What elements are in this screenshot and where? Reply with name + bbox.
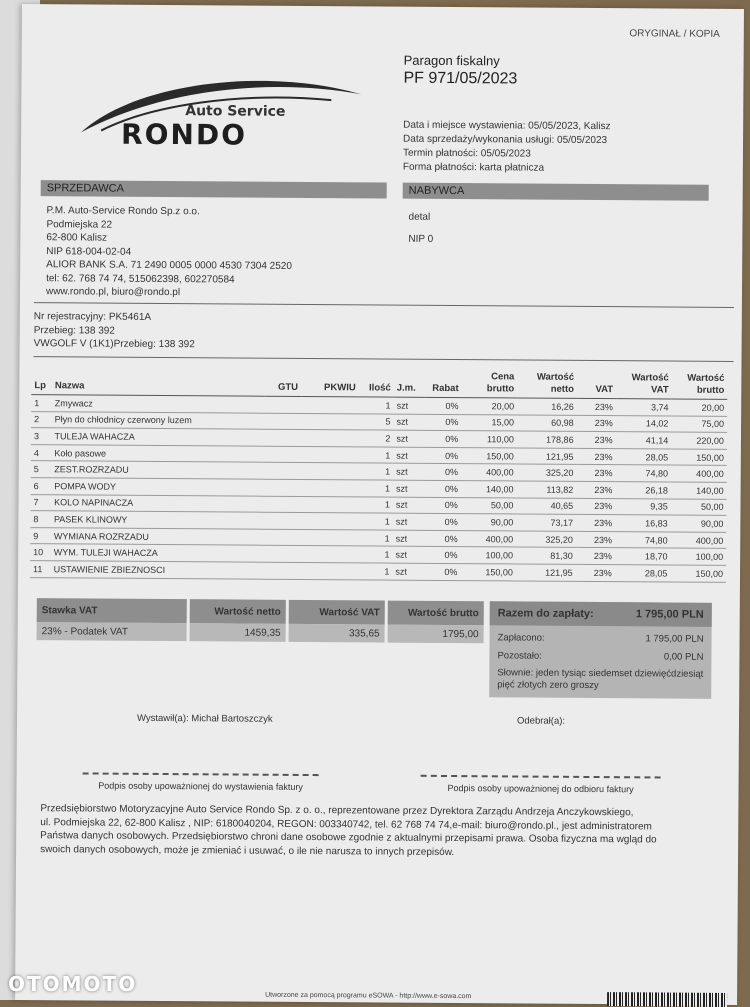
- col-vat: VAT: [577, 370, 616, 399]
- cell-pkwiu: [301, 413, 359, 430]
- software-credit: Utworzone za pomocą programu eSOWA - http://www.e-sowa.com: [265, 991, 472, 1001]
- vehicle-details: [34, 310, 195, 352]
- col-net: Wartość netto: [517, 369, 577, 398]
- seller-line: ALIOR BANK S.A. 71 2490 0005 0000 4530 7304 2520: [46, 259, 292, 272]
- seller-line: P.M. Auto-Service Rondo Sp.z o.o.: [46, 205, 200, 218]
- cell-lp: 10: [30, 544, 51, 561]
- cell-gtu: [263, 463, 300, 480]
- cell-vat: 23%: [576, 465, 615, 482]
- items-body: [30, 395, 727, 582]
- paid-label: Zapłacono:: [497, 632, 545, 644]
- words-line: pięć złotych zero groszy: [497, 679, 599, 692]
- cell-vat-value: 9,35: [615, 498, 671, 515]
- cell-discount: 0%: [423, 563, 460, 580]
- cell-name: Koło pasowe: [51, 444, 263, 462]
- cell-discount: 0%: [424, 447, 461, 464]
- vat-net: 1459,35: [190, 623, 286, 642]
- cell-unit: szt: [393, 430, 424, 447]
- vehicle-line: Przebieg: 138 392: [33, 324, 115, 337]
- cell-name: WYMIANA ROZRZADU: [51, 527, 263, 545]
- cell-gtu: [263, 546, 300, 563]
- cell-pkwiu: [300, 479, 358, 496]
- cell-discount: 0%: [424, 414, 461, 431]
- cell-pkwiu: [300, 496, 358, 513]
- cell-unit: szt: [393, 463, 424, 480]
- items-table: [30, 366, 727, 582]
- cell-price: 400,00: [461, 530, 517, 547]
- cell-gtu: [263, 512, 300, 529]
- cell-gtu: [263, 446, 300, 463]
- seller-line: 62-800 Kalisz: [46, 232, 107, 244]
- cell-gross: 20,00: [671, 399, 727, 416]
- issuer-signature-caption: Podpis osoby upoważnionej do wystawienia faktury: [98, 780, 303, 792]
- cell-discount: 0%: [424, 497, 461, 514]
- col-name: Nazwa: [52, 366, 264, 396]
- col-lp: Lp: [31, 366, 52, 395]
- cell-lp: 3: [31, 428, 52, 445]
- cell-lp: 1: [31, 395, 52, 412]
- cell-net: 178,86: [517, 431, 577, 448]
- cell-gross: 400,00: [671, 465, 727, 482]
- cell-gross: 140,00: [671, 482, 727, 499]
- cell-lp: 6: [31, 478, 52, 495]
- cell-vat-value: 3,74: [616, 399, 672, 416]
- cell-price: 100,00: [460, 547, 516, 564]
- cell-gtu: [263, 562, 300, 579]
- total-value: 1 795,00 PLN: [635, 608, 704, 621]
- cell-qty: 1: [358, 513, 393, 530]
- cell-vat-value: 16,83: [615, 515, 671, 532]
- cell-net: 325,20: [516, 531, 576, 548]
- cell-vat: 23%: [576, 564, 615, 581]
- cell-unit: szt: [393, 497, 424, 514]
- col-vat-value: Wartość VAT: [616, 370, 672, 399]
- cell-unit: szt: [394, 397, 425, 414]
- cell-pkwiu: [300, 562, 358, 579]
- cell-name: USTAWIENIE ZBIEZNOSCI: [51, 561, 263, 579]
- total-row: [490, 601, 712, 627]
- footer-line: swoich danych osobowych, może je zmieniać i usuwać, o ile nie narusza to innych przepisów.: [40, 843, 455, 858]
- remaining-value: 0,00 PLN: [663, 651, 704, 663]
- logo-subtitle: Auto Service: [185, 103, 286, 120]
- cell-discount: 0%: [424, 397, 461, 414]
- cell-net: 121,95: [517, 448, 577, 465]
- vehicle-line: Nr rejestracyjny: PK5461A: [33, 311, 152, 323]
- payment-summary: [489, 601, 712, 699]
- vehicle-line: VWGOLF V (1K1)Przebieg: 138 392: [33, 338, 195, 351]
- original-copy-label: ORYGINAŁ / KOPIA: [629, 28, 720, 40]
- cell-pkwiu: [301, 396, 359, 413]
- cell-lp: 9: [30, 527, 51, 544]
- cell-lp: 8: [30, 511, 51, 528]
- receipt-document: [15, 4, 744, 1005]
- cell-qty: 1: [358, 480, 393, 497]
- vat-value: 335,65: [289, 624, 385, 643]
- issuer-signature-line: [83, 772, 319, 776]
- cell-net: 113,82: [516, 481, 576, 498]
- cell-name: PASEK KLINOWY: [51, 511, 263, 529]
- cell-net: 16,26: [517, 398, 577, 415]
- col-gtu: GTU: [264, 368, 301, 397]
- cell-vat-value: 28,05: [616, 448, 672, 465]
- footer-line: Przedsiębiorstwo Motoryzacyjne Auto Service Rondo Sp. z o. o., reprezentowane przez Dyrektora Zarządu Andrzeja Anczykowskiego,: [40, 803, 634, 819]
- cell-vat-value: 14,02: [616, 415, 672, 432]
- cell-vat-value: 26,18: [615, 482, 671, 499]
- cell-qty: 1: [357, 546, 392, 563]
- cell-price: 150,00: [461, 447, 517, 464]
- vat-gross-header: Wartość brutto: [388, 601, 484, 626]
- remaining-row: [489, 647, 711, 667]
- cell-pkwiu: [300, 513, 358, 530]
- document-dates: [403, 119, 611, 176]
- cell-net: 81,30: [516, 547, 576, 564]
- cell-discount: 0%: [423, 530, 460, 547]
- cell-unit: szt: [392, 546, 423, 563]
- cell-vat-value: 74,80: [615, 465, 671, 482]
- cell-gross: 75,00: [671, 416, 727, 433]
- document-type: Paragon fiskalny: [403, 52, 500, 69]
- total-label: Razem do zapłaty:: [497, 607, 594, 621]
- cell-pkwiu: [300, 546, 358, 563]
- cell-name: Zmywacz: [52, 395, 264, 413]
- cell-name: POMPA WODY: [51, 478, 263, 496]
- cell-gtu: [264, 413, 301, 430]
- divider: [34, 356, 734, 362]
- vat-summary-table: [34, 598, 487, 643]
- cell-gtu: [264, 396, 301, 413]
- cell-qty: 1: [358, 496, 393, 513]
- cell-vat: 23%: [577, 398, 616, 415]
- vat-net-header: Wartość netto: [190, 599, 286, 624]
- remaining-label: Pozostało:: [497, 650, 542, 662]
- cell-discount: 0%: [424, 513, 461, 530]
- gdpr-footer: [40, 802, 700, 861]
- cell-vat: 23%: [576, 498, 615, 515]
- cell-qty: 1: [358, 447, 393, 464]
- cell-pkwiu: [301, 430, 359, 447]
- cell-vat: 23%: [576, 448, 615, 465]
- sale-date: Data sprzedaży/wykonania usługi: 05/05/2023: [403, 133, 608, 147]
- paid-value: 1 795,00 PLN: [645, 633, 704, 645]
- cell-unit: szt: [393, 447, 424, 464]
- cell-qty: 5: [358, 413, 393, 430]
- amount-in-words: [489, 665, 711, 695]
- cell-discount: 0%: [424, 464, 461, 481]
- cell-name: ZEST.ROZRZADU: [51, 461, 263, 479]
- seller-heading: SPRZEDAWCA: [41, 180, 387, 198]
- cell-lp: 4: [31, 444, 52, 461]
- cell-unit: szt: [393, 530, 424, 547]
- issued-by: Wystawił(a): Michał Bartoszczyk: [136, 712, 273, 725]
- col-discount: Rabat: [425, 369, 462, 398]
- cell-vat: 23%: [576, 481, 615, 498]
- seller-line: www.rondo.pl, biuro@rondo.pl: [45, 286, 181, 299]
- cell-discount: 0%: [423, 547, 460, 564]
- cell-price: 15,00: [461, 414, 517, 431]
- cell-vat-value: 74,80: [615, 531, 671, 548]
- cell-price: 20,00: [461, 398, 517, 415]
- col-gross: Wartość brutto: [672, 371, 728, 400]
- cell-lp: 7: [30, 494, 51, 511]
- cell-unit: szt: [393, 513, 424, 530]
- cell-price: 90,00: [461, 514, 517, 531]
- footer-line: Państwa danych osobowych. Przedsiębiorstwo chroni dane osobowe zgodnie z aktualnymi przepisami prawa. Osoba fizyczna ma wgląd do: [40, 830, 657, 846]
- cell-qty: 1: [358, 530, 393, 547]
- words-line: Słownie: jeden tysiąc siedemset dziewięćdziesiąt: [497, 667, 704, 680]
- cell-unit: szt: [393, 480, 424, 497]
- cell-qty: 2: [358, 430, 393, 447]
- buyer-line: detal: [408, 211, 431, 223]
- cell-discount: 0%: [424, 480, 461, 497]
- cell-discount: 0%: [424, 431, 461, 448]
- cell-qty: 1: [359, 397, 394, 414]
- cell-price: 400,00: [461, 464, 517, 481]
- logo-title: RONDO: [120, 117, 248, 152]
- paid-row: [490, 629, 712, 649]
- vat-value-header: Wartość VAT: [289, 600, 385, 625]
- cell-qty: 1: [358, 463, 393, 480]
- cell-gross: 400,00: [671, 532, 727, 549]
- received-by: Odebrał(a):: [516, 715, 566, 727]
- cell-pkwiu: [301, 446, 359, 463]
- cell-name: TULEJA WAHACZA: [52, 428, 264, 446]
- col-price: Cena brutto: [462, 369, 518, 398]
- col-pkwiu: PKWIU: [301, 368, 359, 397]
- cell-gtu: [263, 479, 300, 496]
- vat-rate: 23% - Podatek VAT: [37, 622, 187, 641]
- issue-date: Data i miejsce wystawienia: 05/05/2023, Kalisz: [403, 119, 611, 133]
- buyer-line: NIP 0: [408, 233, 434, 245]
- seller-line: tel: 62. 768 74 74, 515062398, 602270584: [46, 272, 235, 285]
- col-qty: Ilość: [359, 368, 394, 397]
- cell-gtu: [263, 529, 300, 546]
- divider: [34, 302, 734, 308]
- cell-vat: 23%: [576, 548, 615, 565]
- col-unit: J.m.: [394, 369, 425, 398]
- cell-lp: 5: [31, 461, 52, 478]
- document-number: PF 971/05/2023: [403, 69, 518, 88]
- cell-vat-value: 41,14: [616, 432, 672, 449]
- cell-price: 50,00: [461, 497, 517, 514]
- cell-price: 140,00: [461, 481, 517, 498]
- footer-line: ul. Podmiejska 22, 62-800 Kalisz , NIP: 6180040204, REGON: 003340742, tel. 62 768 74 74,e-mail: biuro@rondo.pl., jest administratorem: [40, 816, 652, 832]
- receiver-signature-caption: Podpis osoby upoważnionej do odbioru faktury: [447, 782, 634, 795]
- cell-gross: 90,00: [671, 515, 727, 532]
- cell-gtu: [264, 429, 301, 446]
- cell-gross: 50,00: [671, 499, 727, 516]
- seller-line: Podmiejska 22: [46, 218, 113, 231]
- cell-gross: 100,00: [670, 548, 726, 565]
- cell-vat-value: 18,70: [615, 548, 671, 565]
- vat-rate-header: Stawka VAT: [37, 598, 187, 623]
- cell-vat: 23%: [576, 531, 615, 548]
- cell-vat: 23%: [577, 415, 616, 432]
- cell-gtu: [263, 496, 300, 513]
- payment-due: Termin płatności: 05/05/2023: [402, 147, 531, 160]
- seller-details: [46, 204, 292, 300]
- cell-net: 60,98: [517, 415, 577, 432]
- buyer-heading: NABYWCA: [403, 183, 709, 201]
- cell-pkwiu: [300, 529, 358, 546]
- cell-gross: 150,00: [671, 449, 727, 466]
- cell-unit: szt: [393, 414, 424, 431]
- cell-vat: 23%: [577, 432, 616, 449]
- cell-price: 110,00: [461, 431, 517, 448]
- cell-net: 40,65: [516, 498, 576, 515]
- cell-vat: 23%: [576, 515, 615, 532]
- cell-name: Płyn do chłodnicy czerwony luzem: [52, 411, 264, 429]
- cell-gross: 150,00: [670, 565, 726, 582]
- vat-summary-row: [37, 622, 484, 643]
- otomoto-watermark: OTOMOTO: [8, 972, 138, 996]
- vat-gross: 1795,00: [388, 625, 484, 644]
- cell-lp: 2: [31, 411, 52, 428]
- cell-net: 121,95: [516, 564, 576, 581]
- payment-method: Forma płatności: karta płatnicza: [402, 161, 545, 174]
- cell-lp: 11: [30, 561, 51, 578]
- cell-name: WYM. TULEJI WAHACZA: [51, 544, 263, 562]
- cell-gross: 220,00: [671, 432, 727, 449]
- cell-qty: 1: [357, 563, 392, 580]
- cell-unit: szt: [392, 563, 423, 580]
- receiver-signature-line: [421, 775, 661, 779]
- cell-name: KOLO NAPINACZA: [51, 494, 263, 512]
- cell-vat-value: 28,05: [615, 565, 671, 582]
- cell-pkwiu: [300, 463, 358, 480]
- cell-price: 150,00: [460, 564, 516, 581]
- buyer-details: [408, 207, 433, 251]
- seller-line: NIP 618-004-02-04: [46, 245, 132, 258]
- table-row: [30, 561, 726, 582]
- cell-net: 73,17: [516, 514, 576, 531]
- cell-net: 325,20: [517, 464, 577, 481]
